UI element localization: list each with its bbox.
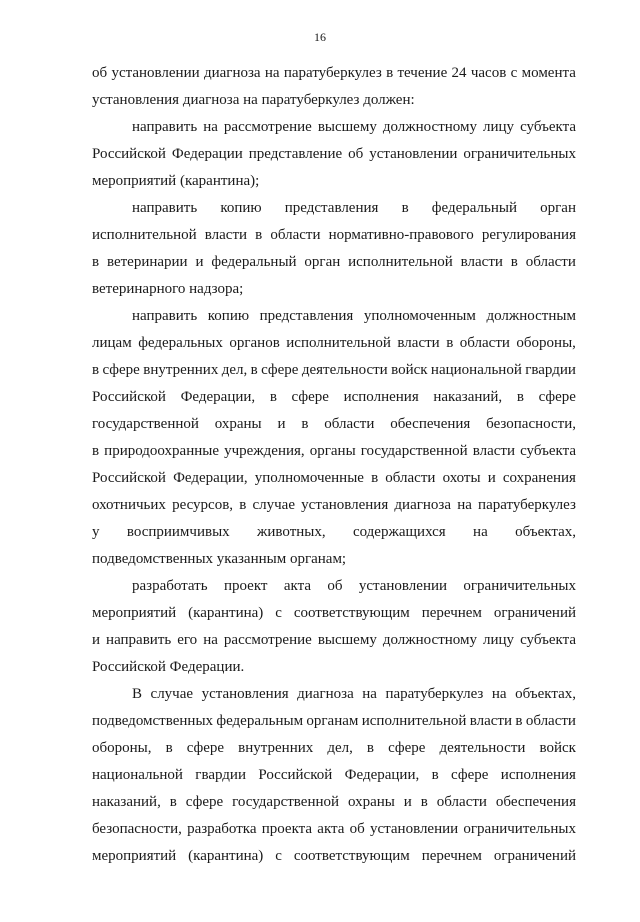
text-line-content: Российской Федерации, уполномоченные в области охоты и сохранения (92, 470, 576, 486)
text-line (92, 708, 576, 735)
text-line-content: наказаний, в сфере государственной охраны и в области обеспечения (92, 794, 576, 810)
text-line-content: В случае установления диагноза на паратуберкулез на объектах, (132, 686, 576, 702)
text-line (92, 789, 576, 816)
text-line-content: обороны, в сфере внутренних дел, в сфере деятельности войск (92, 740, 576, 756)
text-line (92, 492, 576, 519)
text-line (92, 519, 576, 546)
text-line (92, 654, 576, 681)
text-line (92, 249, 576, 276)
text-line (92, 168, 576, 195)
text-line (92, 438, 576, 465)
text-line (92, 276, 576, 303)
text-line (92, 465, 576, 492)
text-line-content: лицам федеральных органов исполнительной власти в области обороны, (92, 335, 576, 351)
text-line-content: мероприятий (карантина); (92, 173, 260, 189)
text-line (92, 384, 576, 411)
text-line (92, 735, 576, 762)
text-line-content: у восприимчивых животных, содержащихся на объектах, (92, 524, 576, 540)
text-line (92, 303, 576, 330)
text-line-content: направить на рассмотрение высшему должностному лицу субъекта (132, 119, 576, 135)
text-line-content: подведомственных указанным органам; (92, 551, 347, 567)
text-line (92, 681, 576, 708)
text-line-content: установления диагноза на паратуберкулез должен: (92, 92, 415, 108)
text-line (92, 60, 576, 87)
body-text (92, 60, 576, 870)
text-line (92, 600, 576, 627)
text-line (92, 141, 576, 168)
page-number: 16 (314, 30, 326, 44)
text-line-content: подведомственных федеральным органам исполнительной власти в области (92, 713, 576, 729)
text-line-content: в природоохранные учреждения, органы государственной власти субъекта (92, 443, 576, 459)
text-line (92, 573, 576, 600)
text-line (92, 114, 576, 141)
text-line-content: мероприятий (карантина) с соответствующим перечнем ограничений (92, 848, 576, 864)
text-line (92, 816, 576, 843)
text-line-content: Российской Федерации, в сфере исполнения наказаний, в сфере (92, 389, 576, 405)
text-line (92, 627, 576, 654)
text-line-content: ветеринарного надзора; (92, 281, 244, 297)
text-line-content: в сфере внутренних дел, в сфере деятельности войск национальной гвардии (92, 362, 576, 378)
text-line-content: национальной гвардии Российской Федерации, в сфере исполнения (92, 767, 576, 783)
text-line-content: разработать проект акта об установлении ограничительных (132, 578, 576, 594)
text-line (92, 411, 576, 438)
text-line (92, 222, 576, 249)
text-line-content: направить копию представления уполномоченным должностным (132, 308, 576, 324)
text-line (92, 546, 576, 573)
text-line-content: направить копию представления в федеральный орган (132, 200, 576, 216)
text-line-content: мероприятий (карантина) с соответствующим перечнем ограничений (92, 605, 576, 621)
text-line (92, 762, 576, 789)
text-line (92, 87, 576, 114)
text-line-content: и направить его на рассмотрение высшему должностному лицу субъекта (92, 632, 576, 648)
text-line-content: Российской Федерации представление об установлении ограничительных (92, 146, 576, 162)
text-line-content: в ветеринарии и федеральный орган исполнительной власти в области (92, 254, 576, 270)
text-line-content: охотничьих ресурсов, в случае установления диагноза на паратуберкулез (92, 497, 576, 513)
text-line (92, 843, 576, 870)
text-line-content: Российской Федерации. (92, 659, 245, 675)
text-line-content: безопасности, разработка проекта акта об установлении ограничительных (92, 821, 576, 837)
text-line-content: исполнительной власти в области нормативно-правового регулирования (92, 227, 576, 243)
text-line-content: об установлении диагноза на паратуберкулез в течение 24 часов с момента (92, 65, 576, 81)
text-line (92, 330, 576, 357)
text-line (92, 357, 576, 384)
text-line (92, 195, 576, 222)
text-line-content: государственной охраны и в области обеспечения безопасности, (92, 416, 576, 432)
